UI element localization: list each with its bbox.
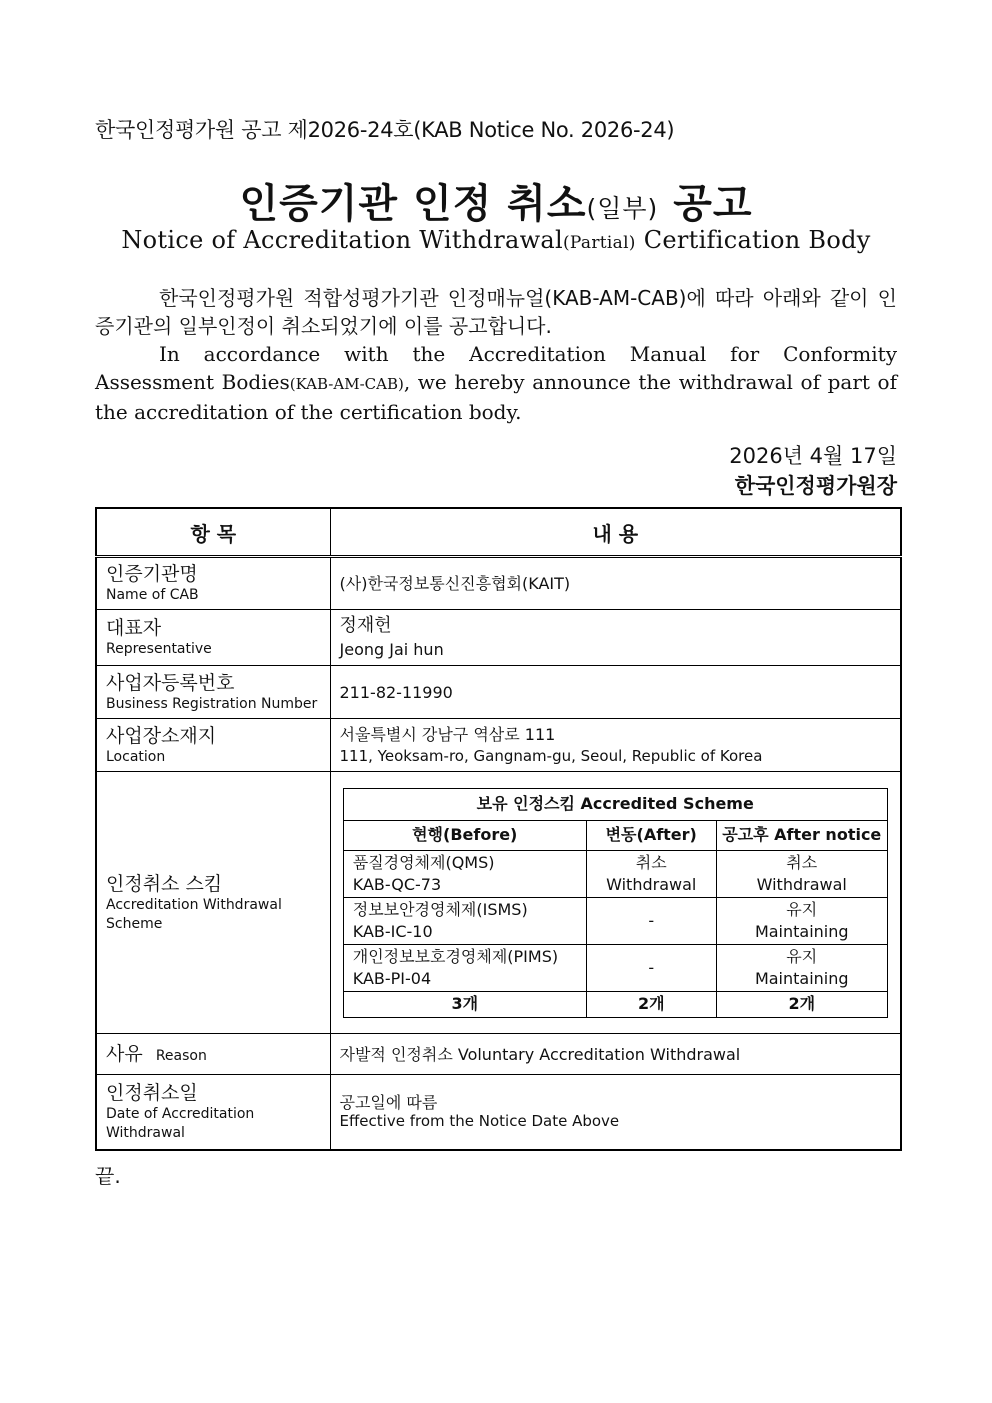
scheme-total-before: 3개 [343,991,586,1017]
column-header-item: 항 목 [96,508,330,557]
body-english-text-a: In accordance with the Accreditation Manual for Conformity Assessment Bodies [95,342,897,394]
scheme-after-cell [586,897,716,944]
scheme-header-after: 변동(After) [586,820,716,850]
label-cell [96,610,330,666]
scheme-header-before: 현행(Before) [343,820,586,850]
label-cell [96,557,330,610]
scheme-total-after: 2개 [586,991,716,1017]
scheme-after-dash: - [648,910,655,930]
scheme-after-notice-cell [716,897,887,944]
notice-date: 2026년 4월 17일 [729,444,897,468]
scheme-after-notice-cell [716,944,887,991]
reason-value: 자발적 인정취소 Voluntary Accreditation Withdrawal [339,1044,741,1064]
label-english: Accreditation Withdrawal [106,896,282,913]
label-english: Representative [106,641,212,657]
label-english: Business Registration Number [106,695,318,712]
scheme-row-pims [343,944,887,991]
label-korean: 인정취소 스킴 [106,872,223,895]
scheme-after-korean: 취소 [635,852,667,872]
label-english: Location [106,748,166,765]
scheme-header-row [343,820,887,850]
scheme-after-notice-english: Maintaining [754,968,849,988]
body-english-manual-ref: (KAB-AM-CAB) [289,375,404,393]
scheme-before-cell [343,850,586,897]
scheme-after-english: Withdrawal [606,874,697,894]
value-cell [330,772,901,1034]
label-english: Reason [155,1048,207,1064]
value-cell [330,1034,901,1075]
scheme-after-cell [586,944,716,991]
withdrawal-date-korean: 공고일에 따름 [339,1092,438,1112]
title-korean-end: 공고 [673,181,753,227]
scheme-after-notice-korean: 취소 [786,852,818,872]
notice-table [95,507,902,1151]
scheme-name: 정보보안경영체제(ISMS) [352,899,528,919]
label-english: Name of CAB [106,587,199,603]
scheme-before-cell [343,897,586,944]
value-cell [330,557,901,610]
label-korean: 사업자등록번호 [106,671,235,694]
scheme-row-qms [343,850,887,897]
scheme-after-notice-korean: 유지 [786,899,818,919]
withdrawal-date-english: Effective from the Notice Date Above [339,1111,620,1130]
table-row-reason [96,1034,901,1075]
label-english-cont: Scheme [106,915,163,932]
table-row-scheme [96,772,901,1034]
value-cell [330,719,901,772]
label-cell [96,772,330,1034]
table-row-representative [96,610,901,666]
label-cell [96,1075,330,1150]
scheme-code: KAB-IC-10 [352,921,433,941]
label-cell [96,1034,330,1075]
scheme-row-isms [343,897,887,944]
scheme-after-notice-english: Maintaining [754,921,849,941]
notice-number: 한국인정평가원 공고 제2026-24호(KAB Notice No. 2026-24) [95,118,675,142]
label-english-cont: Withdrawal [106,1124,185,1141]
scheme-header-after-notice: 공고후 After notice [716,820,887,850]
location-english: 111, Yeoksam-ro, Gangnam-gu, Seoul, Republic of Korea [339,747,763,765]
value-cell [330,666,901,719]
scheme-total-after-notice: 2개 [716,991,887,1017]
label-cell [96,719,330,772]
business-registration-value: 211-82-11990 [339,682,453,702]
title-korean-main: 인증기관 인정 취소 [239,181,587,227]
table-header-row [96,508,901,557]
value-cell [330,610,901,666]
body-english-text-b: , we hereby announce the withdrawal of part of the accreditation of the certification body. [95,370,897,424]
title-english-start: Notice of Accreditation Withdrawal [121,226,563,254]
representative-name-korean: 정재헌 [339,615,392,636]
title-english [0,226,992,254]
scheme-caption: 보유 인정스킴 Accredited Scheme [343,788,887,820]
cab-name-value: (사)한국정보통신진흥협회(KAIT) [339,574,571,593]
representative-name-english: Jeong Jai hun [339,640,444,659]
label-korean: 인증기관명 [106,563,198,585]
body-korean-text: 한국인정평가원 적합성평가기관 인정매뉴얼(KAB-AM-CAB)에 따라 아래와 같이 인증기관의 일부인정이 취소되었기에 이를 공고합니다. [95,286,897,338]
scheme-totals-row [343,991,887,1017]
scheme-caption-row [343,788,887,820]
scheme-table [343,788,888,1018]
label-english: Date of Accreditation [106,1105,255,1122]
label-cell [96,666,330,719]
scheme-name: 개인정보보호경영체제(PIMS) [352,946,559,966]
scheme-code: KAB-PI-04 [352,968,432,988]
title-korean-partial: (일부) [586,194,659,223]
table-row-withdrawal-date [96,1075,901,1150]
scheme-after-dash: - [648,957,655,977]
body-paragraph-english [95,340,897,426]
scheme-after-cell [586,850,716,897]
table-row-business-registration [96,666,901,719]
title-korean [0,172,992,229]
scheme-before-cell [343,944,586,991]
end-mark: 끝. [95,1164,121,1188]
scheme-after-notice-korean: 유지 [786,946,818,966]
table-row-cab-name [96,557,901,610]
label-korean: 대표자 [106,617,162,639]
label-korean: 사업장소재지 [106,724,217,747]
signer: 한국인정평가원장 [734,474,897,498]
title-english-end: Certification Body [643,226,871,254]
title-english-partial: (Partial) [563,233,636,253]
label-korean: 인정취소일 [106,1081,198,1104]
scheme-after-notice-english: Withdrawal [756,874,847,894]
table-row-location [96,719,901,772]
scheme-code: KAB-QC-73 [352,874,442,894]
location-korean: 서울특별시 강남구 역삼로 111 [339,725,556,744]
label-korean: 사유 [106,1043,143,1065]
value-cell [330,1075,901,1150]
column-header-content: 내 용 [330,508,901,557]
scheme-name: 품질경영체제(QMS) [352,852,495,872]
scheme-after-notice-cell [716,850,887,897]
body-paragraph-korean [95,284,897,340]
